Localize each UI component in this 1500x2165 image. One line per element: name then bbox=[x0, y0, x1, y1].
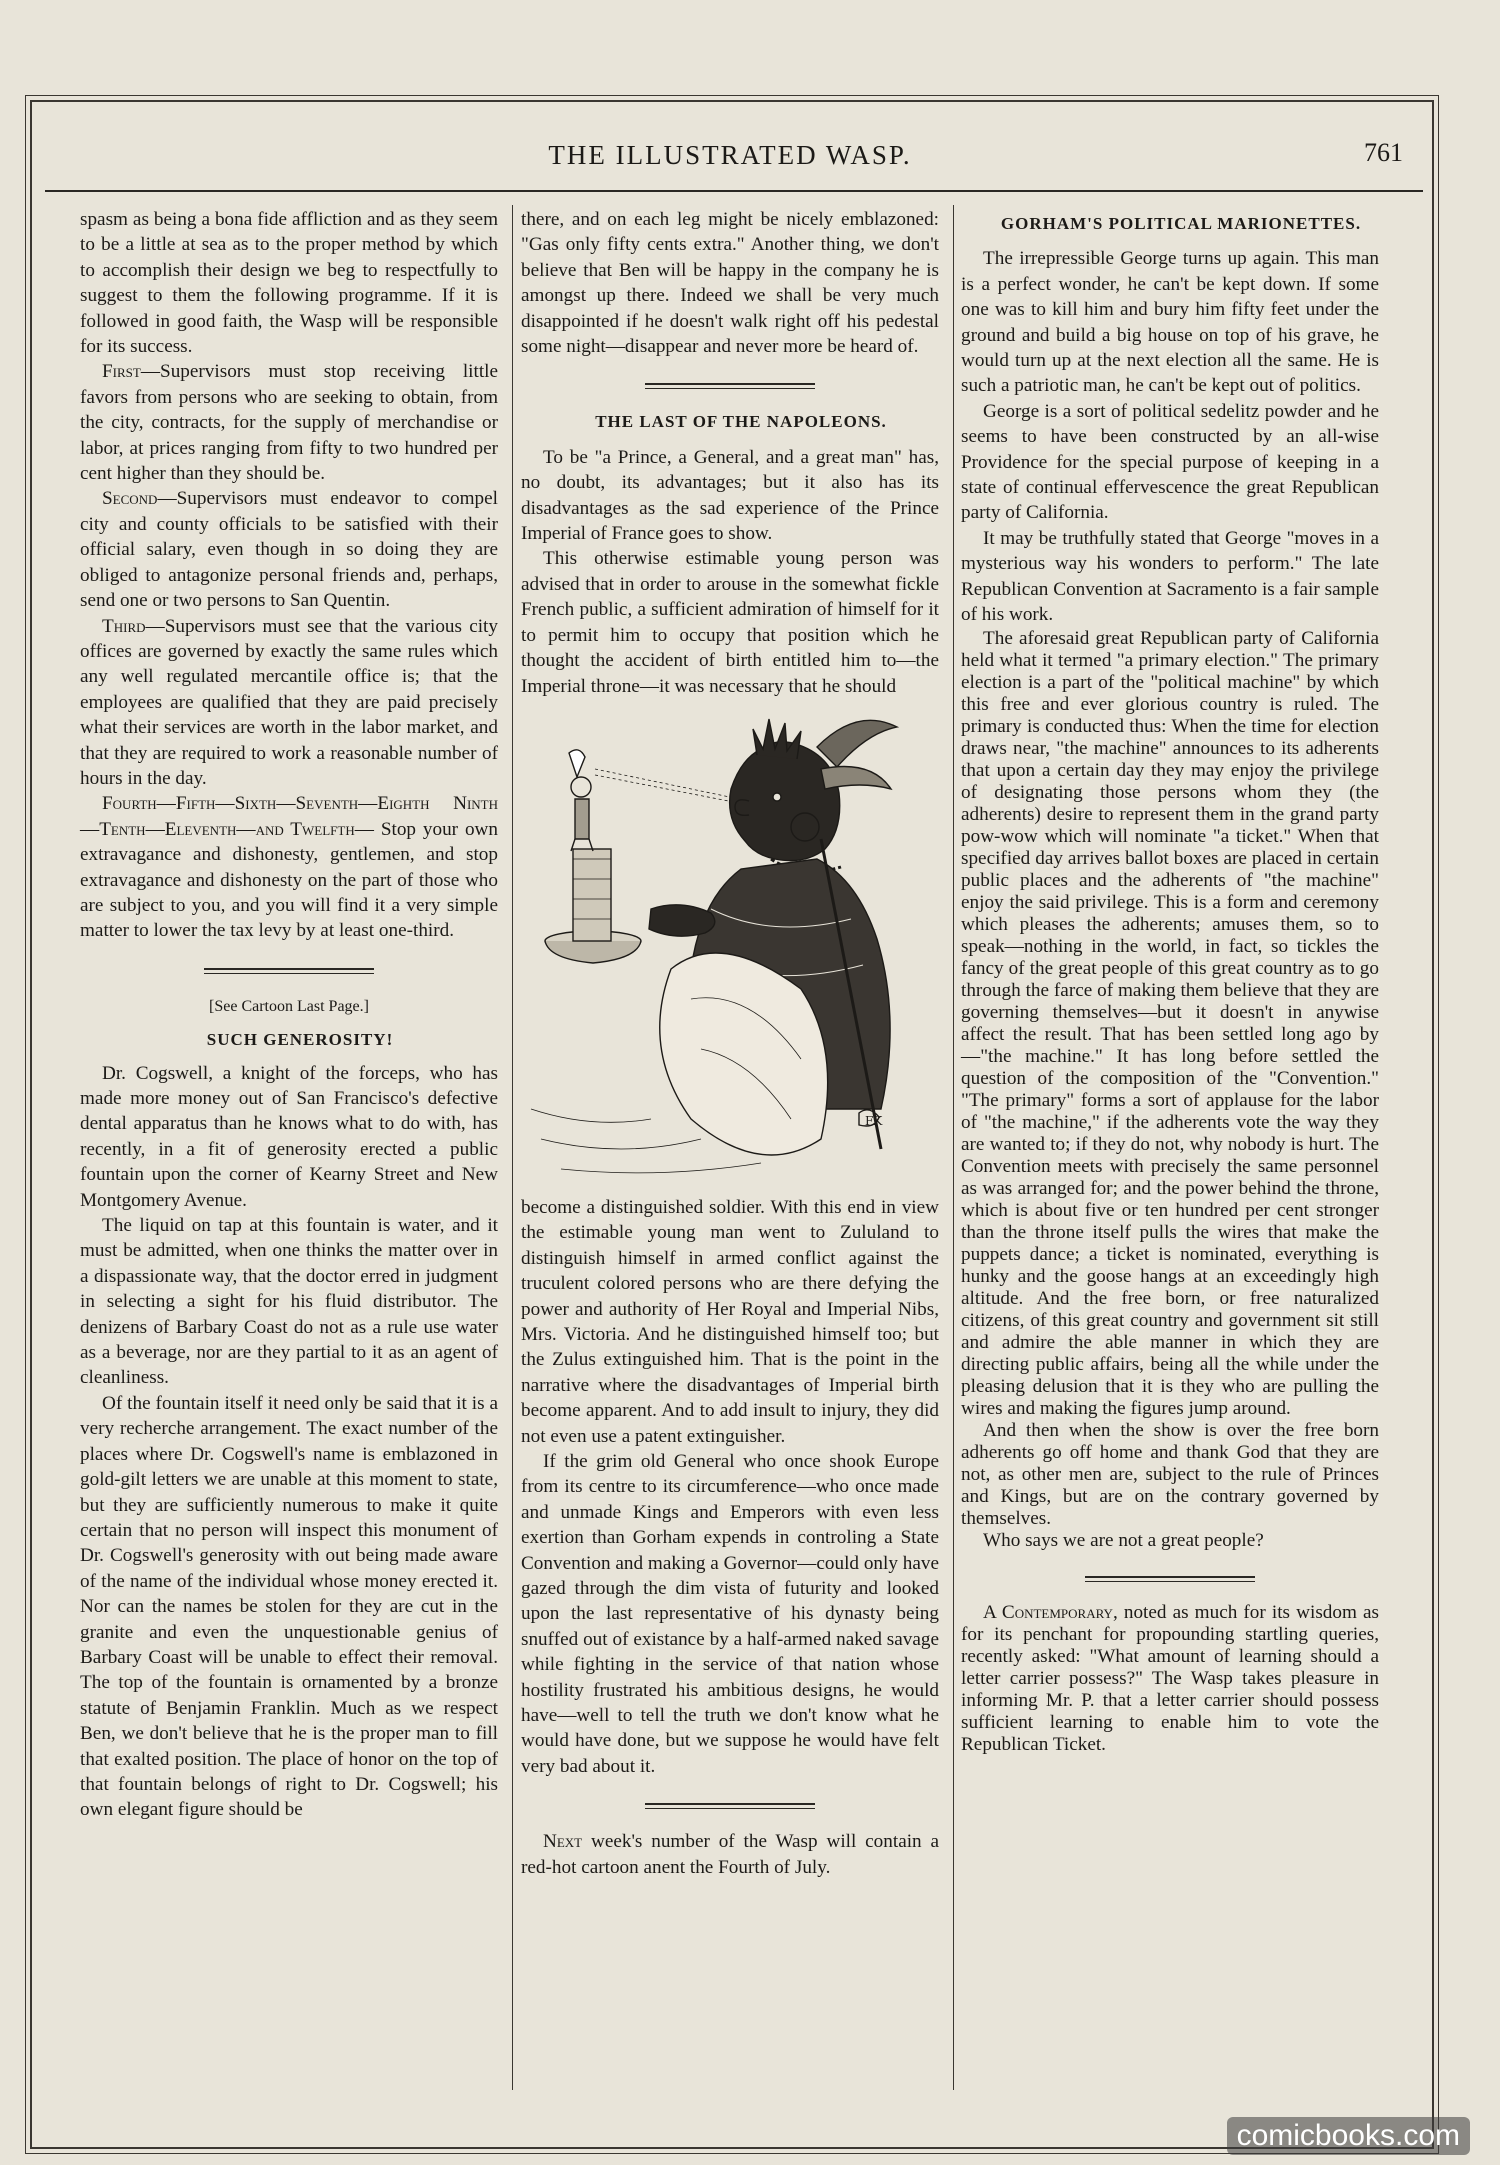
paragraph: The aforesaid great Republican party of California held what it termed "a primary election." The primary election is a part of the "political machine" by which this free and ever glorious country is ruled. The primary is conducted thus: When the time for election draws near, "the machine" announces to its adherents that upon a certain day they may enjoy the privilege of designating those persons whom they (the adherents) desire to represent them in the grand party pow-wow which will nominate "a ticket." When that specified day arrives ballot boxes are placed in certain public places and the adherents of "the machine" enjoy the said privilege. This is a form and ceremony which pleases the adherents; amuses them, so to speak—nothing in the world, in fact, so tickles the fancy of the great people of this great country as to go through the farce of making them believe that they are governing themselves—but it doesn't in anywise affect the result. That has been settled long ago by—"the machine." It has long before settled the question of the composition of the "Convention." "The primary" forms a sort of applause for the labor of "the machine," if the adherents vote the way they are wanted to; if they do not, why nobody is hurt. The Convention meets with precisely the same personnel as was arranged for; and the power behind the throne, which is about five or ten hundred per cent stronger than the throne itself pulls the wires that make the puppets dance; a ticket is nominated, everything is hunky and the goose hangs at an exceedingly high altitude. And the free born, or free naturalized citizens, of this great country and government sit still and admire the able manner in which they are directing public affairs, being all the while under the pleasing delusion that it is they who are pulling the wires and making the figures jump around. bbox=[961, 627, 1379, 1419]
section-rule bbox=[645, 383, 815, 389]
run-in-label: Next bbox=[543, 1831, 583, 1853]
paragraph-text: Stop your own extravagance and dishonesty, gentlemen, and stop extravagance and dishonesty on the part of those who are subject to you, and you will find it a very simple matter to lower the tax levy by at least one-third. bbox=[80, 818, 498, 942]
paragraph-text: —Supervisors must see that the various city offices are governed by exactly the same rules which any well regulated mercantile office is; that the employees are qualified that they are paid precisely what their services are worth in the labor market, and that they are required to work a reasonable number of hours in the day. bbox=[80, 615, 498, 789]
paragraph: And then when the show is over the free born adherents go off home and thank God that they are not, as other men are, subject to the rule of Princes and Kings, but are on the contrary governed by themselves. bbox=[961, 1419, 1379, 1529]
paragraph: become a distinguished soldier. With this end in view the estimable young man went to Zululand to distinguish himself in armed conflict against the truculent colored persons who are there defying the power and authority of Her Royal and Imperial Nibs, Mrs. Victoria. And he distinguished himself too; but the Zulus extinguished him. That is the point in the narrative where the disadvantages of Imperial birth become apparent. And to add insult to injury, they did not even use a patent extinguisher. bbox=[521, 1196, 939, 1447]
paragraph bbox=[521, 1829, 939, 1880]
paragraph: The irrepressible George turns up again. This man is a perfect wonder, he can't be kept down. If some one was to kill him and bury him fifty feet under the ground and build a big house on top of his grave, he would turn up at the next election all the same. He is such a patriotic man, he can't be kept out of politics. bbox=[961, 248, 1379, 397]
paragraph bbox=[961, 1602, 1379, 1756]
paragraph: George is a sort of political sedelitz powder and he seems to have been constructed by an all-wise Providence for the special purpose of keeping in a state of continual effervescence the great Republican party of California. bbox=[961, 400, 1379, 524]
paragraph bbox=[80, 791, 498, 943]
paragraph: The liquid on tap at this fountain is water, and it must be admitted, when one thinks the matter over in a dispassionate way, that the doctor erred in judgment in selecting a sight for his fluid distributor. The denizens of Barbary Coast do not as a rule use water as a beverage, nor are they partial to it as an agent of cleanliness. bbox=[80, 1215, 498, 1389]
paragraph-text: —Supervisors must endeavor to compel city and county officials to be satisfied with their official salary, even though in so doing they are obliged to antagonize personal friends and, perhaps, send one or two persons to San Quentin. bbox=[80, 488, 498, 612]
page-number: 761 bbox=[1364, 138, 1403, 167]
paragraph bbox=[80, 359, 498, 486]
cartoon-signature: FK bbox=[865, 1113, 883, 1128]
paragraph-text: —Supervisors must stop receiving little favors from persons who are seeking to obtain, from the city, contracts, for the supply of merchandise or labor, at prices ranging from fifty to two hundred per cent higher than they should be. bbox=[80, 361, 498, 485]
run-in-label: Third bbox=[102, 615, 146, 637]
paragraph bbox=[80, 486, 498, 613]
paragraph: This otherwise estimable young person was advised that in order to arouse in the somewhat fickle French public, a sufficient admiration of himself for it to permit him to occupy that position which he thought the accident of birth entitled him to—the Imperial throne—it was necessary that he should bbox=[521, 548, 939, 697]
column-divider bbox=[953, 205, 954, 2090]
article-heading: GORHAM'S POLITICAL MARIONETTES. bbox=[1000, 214, 1362, 233]
paragraph: Of the fountain itself it need only be said that it is a very recherche arrangement. The exact number of the places where Dr. Cogswell's name is emblazoned in gold-gilt letters we are unable at this moment to state, but they are sufficiently numerous to make it quite certain that no person will inspect this monument of Dr. Cogswell's generosity with out being made aware of the name of the individual whose money erected it. Nor can the names be stolen for they are cut in the granite and even the unquestionable genius of Barbary Coast will be unable to effect their removal. The top of the fountain is ornamented by a bronze statute of Benjamin Franklin. Much as we respect Ben, we don't believe that he is the proper man to fill that exalted position. The place of honor on the top of that fountain belongs of right to Dr. Cogswell; his own elegant figure should be bbox=[80, 1392, 498, 1821]
paragraph-text: noted as much for its wisdom as for its penchant for propounding startling queries, recently asked: "What amount of learning should a letter carrier possess?" The Wasp takes pleasure in informing Mr. P. that a letter carrier should possess sufficient learning to enable him to vote the Republican Ticket. bbox=[961, 1601, 1379, 1755]
magazine-title: THE ILLUSTRATED WASP. bbox=[548, 140, 912, 170]
cartoon-note: [See Cartoon Last Page.] bbox=[209, 997, 369, 1015]
column-1 bbox=[80, 207, 498, 1823]
run-in-label: Second bbox=[102, 488, 158, 510]
article-heading: SUCH GENEROSITY! bbox=[206, 1030, 394, 1050]
paragraph: Who says we are not a great people? bbox=[983, 1529, 1264, 1551]
cartoon-illustration bbox=[521, 709, 931, 1189]
paragraph: It may be truthfully stated that George "moves in a mysterious way his wonders to perform." The late Republican Convention at Sacramento is a fair sample of his work. bbox=[961, 527, 1379, 626]
column-3 bbox=[961, 207, 1379, 1756]
section-rule bbox=[645, 1803, 815, 1809]
run-in-label: A Contemporary, bbox=[983, 1601, 1118, 1623]
paragraph: spasm as being a bona fide affliction and as they seem to be a little at sea as to the proper method by which to accomplish their design we beg to respectfully to suggest to them the following programme. If it is followed in good faith, the Wasp will be responsible for its success. bbox=[80, 209, 498, 358]
article-heading: THE LAST OF THE NAPOLEONS. bbox=[595, 412, 887, 432]
site-watermark: comicbooks.com bbox=[1227, 2117, 1470, 2155]
paragraph: If the grim old General who once shook Europe from its centre to its circumference—who once made and unmade Kings and Emperors with even less exertion than Gorham expends in controling a State Convention and making a Governor—could only have gazed through the dim vista of futurity and looked upon the last representative of his dynasty being snuffed out of existance by a half-armed naked savage while fighting in the service of that nation whose hostility frustrated his ambitious designs, he would have—well to tell the truth we don't know what he would have done, but we suppose he would have felt very bad about it. bbox=[521, 1450, 939, 1777]
running-header bbox=[45, 138, 1415, 178]
paragraph-text: week's number of the Wasp will contain a red-hot cartoon anent the Fourth of July. bbox=[521, 1831, 939, 1878]
section-rule bbox=[204, 968, 374, 974]
paragraph: To be "a Prince, a General, and a great man" has, no doubt, its advantages; but it also has its disadvantages as the sad experience of the Prince Imperial of France goes to show. bbox=[521, 446, 939, 545]
paragraph: there, and on each leg might be nicely emblazoned: "Gas only fifty cents extra." Another thing, we don't believe that Ben will be happy in the company he is amongst up there. Indeed we shall be very much disappointed if he doesn't walk right off his pedestal some night—disappear and never more be heard of. bbox=[521, 209, 939, 358]
paragraph: Dr. Cogswell, a knight of the forceps, who has made more money out of San Francisco's defective dental apparatus than he knows what to do with, has recently, in a fit of generosity erected a public fountain upon the corner of Kearny Street and New Montgomery Avenue. bbox=[80, 1062, 498, 1211]
column-2 bbox=[521, 207, 939, 1880]
run-in-label: Fourth—Fifth—Sixth—Seventh—Eighth Ninth—Tenth—Eleventh—and Twelfth— bbox=[80, 793, 498, 840]
section-rule bbox=[1085, 1576, 1255, 1582]
run-in-label: First bbox=[102, 361, 141, 383]
header-rule bbox=[45, 190, 1423, 192]
paragraph bbox=[80, 614, 498, 792]
column-divider bbox=[512, 205, 513, 2090]
